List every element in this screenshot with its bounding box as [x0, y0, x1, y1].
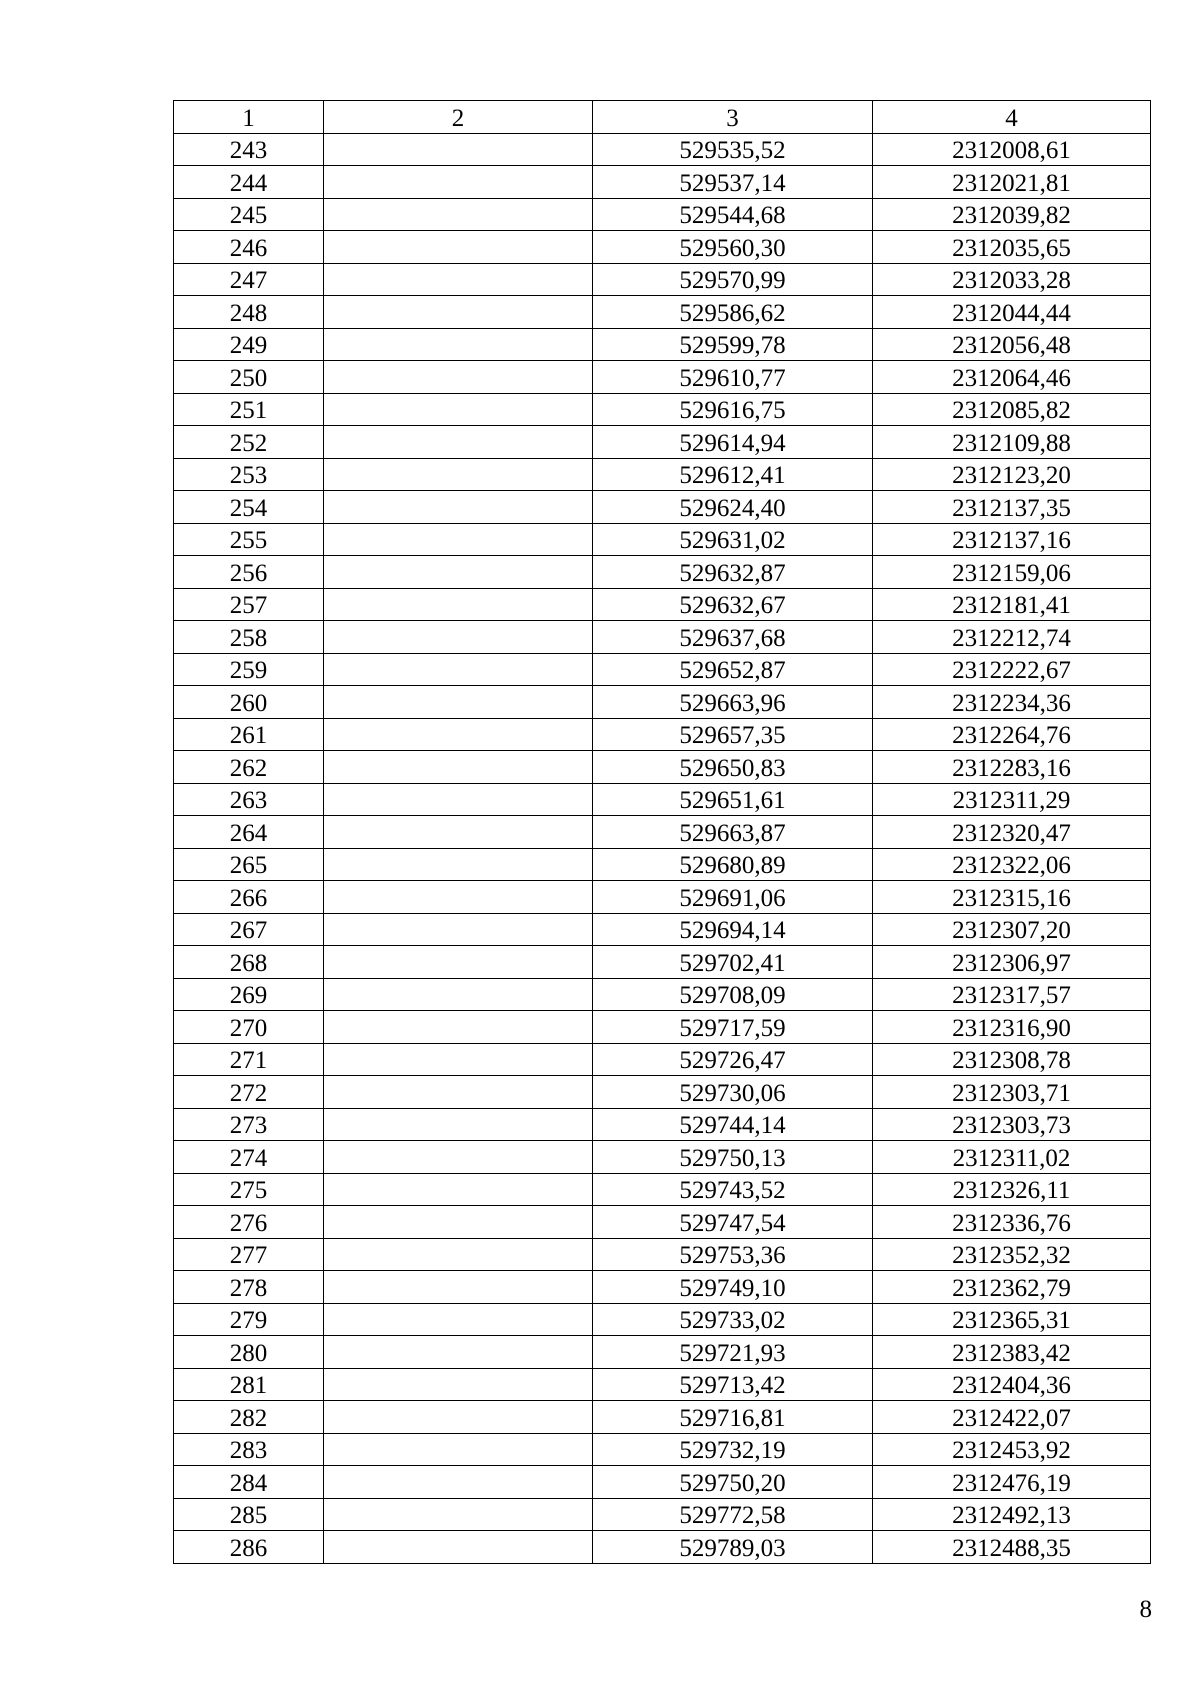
table-cell-col-3: 529744,14: [593, 1108, 873, 1141]
table-cell-col-3: 529560,30: [593, 231, 873, 264]
table-cell-col-4: 2312212,74: [873, 621, 1151, 654]
table-cell-col-4: 2312336,76: [873, 1206, 1151, 1239]
table-cell-col-4: 2312085,82: [873, 393, 1151, 426]
table-cell-col-1: 265: [174, 848, 324, 881]
table-row: [174, 1531, 1151, 1564]
table-cell-col-1: 250: [174, 361, 324, 394]
table-cell-col-1: 264: [174, 816, 324, 849]
table-cell-col-1: 249: [174, 328, 324, 361]
table-cell-col-3: 529652,87: [593, 653, 873, 686]
table-row: [174, 881, 1151, 914]
table-cell-col-1: 284: [174, 1466, 324, 1499]
table-row: [174, 1141, 1151, 1174]
table-row: [174, 913, 1151, 946]
table-cell-col-4: 2312476,19: [873, 1466, 1151, 1499]
column-header-1: 1: [174, 101, 324, 134]
table-cell-col-3: 529732,19: [593, 1433, 873, 1466]
table-cell-col-3: 529680,89: [593, 848, 873, 881]
table-row: [174, 783, 1151, 816]
table-cell-col-1: 248: [174, 296, 324, 329]
table-cell-col-2: [324, 881, 593, 914]
header-row: [174, 101, 1151, 134]
table-row: [174, 1303, 1151, 1336]
table-cell-col-4: 2312404,36: [873, 1368, 1151, 1401]
table-cell-col-2: [324, 588, 593, 621]
table-row: [174, 1498, 1151, 1531]
table-cell-col-2: [324, 621, 593, 654]
table-cell-col-1: 261: [174, 718, 324, 751]
table-cell-col-2: [324, 296, 593, 329]
table-row: [174, 1108, 1151, 1141]
table-cell-col-1: 272: [174, 1076, 324, 1109]
table-cell-col-3: 529708,09: [593, 978, 873, 1011]
table-cell-col-1: 276: [174, 1206, 324, 1239]
table-row: [174, 1401, 1151, 1434]
table-cell-col-2: [324, 751, 593, 784]
table-row: [174, 556, 1151, 589]
table-cell-col-1: 269: [174, 978, 324, 1011]
table-cell-col-3: 529650,83: [593, 751, 873, 784]
table-cell-col-4: 2312035,65: [873, 231, 1151, 264]
table-row: [174, 458, 1151, 491]
table-cell-col-4: 2312109,88: [873, 426, 1151, 459]
table-cell-col-1: 262: [174, 751, 324, 784]
table-cell-col-4: 2312306,97: [873, 946, 1151, 979]
table-row: [174, 1206, 1151, 1239]
table-cell-col-1: 282: [174, 1401, 324, 1434]
column-header-3: 3: [593, 101, 873, 134]
table-cell-col-1: 253: [174, 458, 324, 491]
column-header-2: 2: [324, 101, 593, 134]
table-cell-col-2: [324, 1368, 593, 1401]
table-cell-col-1: 243: [174, 133, 324, 166]
table-cell-col-4: 2312362,79: [873, 1271, 1151, 1304]
table-row: [174, 1336, 1151, 1369]
table-row: [174, 946, 1151, 979]
table-cell-col-4: 2312307,20: [873, 913, 1151, 946]
table-cell-col-3: 529631,02: [593, 523, 873, 556]
table-cell-col-4: 2312316,90: [873, 1011, 1151, 1044]
table-cell-col-1: 283: [174, 1433, 324, 1466]
table-cell-col-4: 2312383,42: [873, 1336, 1151, 1369]
table-cell-col-3: 529721,93: [593, 1336, 873, 1369]
table-cell-col-4: 2312320,47: [873, 816, 1151, 849]
table-cell-col-2: [324, 523, 593, 556]
table-row: [174, 1368, 1151, 1401]
table-cell-col-4: 2312159,06: [873, 556, 1151, 589]
table-cell-col-1: 280: [174, 1336, 324, 1369]
table-cell-col-2: [324, 978, 593, 1011]
table-row: [174, 393, 1151, 426]
table-cell-col-4: 2312021,81: [873, 166, 1151, 199]
table-cell-col-1: 247: [174, 263, 324, 296]
table-row: [174, 166, 1151, 199]
table-cell-col-4: 2312044,44: [873, 296, 1151, 329]
table-cell-col-4: 2312311,29: [873, 783, 1151, 816]
table-cell-col-2: [324, 328, 593, 361]
table-row: [174, 296, 1151, 329]
table-cell-col-4: 2312453,92: [873, 1433, 1151, 1466]
table-cell-col-1: 254: [174, 491, 324, 524]
table-row: [174, 1433, 1151, 1466]
table-cell-col-3: 529610,77: [593, 361, 873, 394]
table-row: [174, 1466, 1151, 1499]
table-cell-col-4: 2312222,67: [873, 653, 1151, 686]
table-cell-col-2: [324, 686, 593, 719]
table-cell-col-4: 2312315,16: [873, 881, 1151, 914]
table-cell-col-3: 529772,58: [593, 1498, 873, 1531]
table-cell-col-2: [324, 653, 593, 686]
table-cell-col-3: 529535,52: [593, 133, 873, 166]
table-cell-col-3: 529544,68: [593, 198, 873, 231]
table-cell-col-4: 2312123,20: [873, 458, 1151, 491]
table-cell-col-3: 529632,87: [593, 556, 873, 589]
table-header: [174, 101, 1151, 134]
table-cell-col-2: [324, 491, 593, 524]
table-cell-col-1: 268: [174, 946, 324, 979]
table-cell-col-2: [324, 1238, 593, 1271]
table-row: [174, 1271, 1151, 1304]
table-cell-col-4: 2312283,16: [873, 751, 1151, 784]
table-cell-col-1: 252: [174, 426, 324, 459]
table-cell-col-2: [324, 1433, 593, 1466]
table-cell-col-4: 2312056,48: [873, 328, 1151, 361]
table-cell-col-3: 529716,81: [593, 1401, 873, 1434]
table-cell-col-2: [324, 1206, 593, 1239]
table-cell-col-1: 259: [174, 653, 324, 686]
table-cell-col-1: 258: [174, 621, 324, 654]
table-cell-col-4: 2312064,46: [873, 361, 1151, 394]
table-cell-col-3: 529750,20: [593, 1466, 873, 1499]
table-cell-col-2: [324, 1531, 593, 1564]
table-cell-col-2: [324, 1466, 593, 1499]
table-cell-col-1: 286: [174, 1531, 324, 1564]
table-row: [174, 848, 1151, 881]
table-cell-col-2: [324, 1076, 593, 1109]
table-cell-col-3: 529743,52: [593, 1173, 873, 1206]
table-cell-col-2: [324, 816, 593, 849]
table-cell-col-1: 281: [174, 1368, 324, 1401]
table-row: [174, 231, 1151, 264]
table-cell-col-3: 529702,41: [593, 946, 873, 979]
table-row: [174, 263, 1151, 296]
table-cell-col-4: 2312308,78: [873, 1043, 1151, 1076]
table-cell-col-2: [324, 1043, 593, 1076]
table-cell-col-2: [324, 946, 593, 979]
table-cell-col-4: 2312033,28: [873, 263, 1151, 296]
table-cell-col-4: 2312234,36: [873, 686, 1151, 719]
table-cell-col-3: 529657,35: [593, 718, 873, 751]
table-cell-col-2: [324, 1011, 593, 1044]
table-cell-col-1: 257: [174, 588, 324, 621]
table-cell-col-1: 273: [174, 1108, 324, 1141]
table-body: [174, 133, 1151, 1563]
table-cell-col-2: [324, 166, 593, 199]
table-cell-col-2: [324, 1173, 593, 1206]
table-row: [174, 426, 1151, 459]
table-cell-col-4: 2312137,35: [873, 491, 1151, 524]
table-cell-col-3: 529691,06: [593, 881, 873, 914]
table-cell-col-3: 529730,06: [593, 1076, 873, 1109]
table-cell-col-3: 529624,40: [593, 491, 873, 524]
table-cell-col-2: [324, 1498, 593, 1531]
table-cell-col-3: 529612,41: [593, 458, 873, 491]
table-cell-col-2: [324, 361, 593, 394]
table-cell-col-2: [324, 458, 593, 491]
table-cell-col-1: 260: [174, 686, 324, 719]
table-row: [174, 328, 1151, 361]
table-cell-col-4: 2312422,07: [873, 1401, 1151, 1434]
table-cell-col-2: [324, 231, 593, 264]
table-cell-col-3: 529717,59: [593, 1011, 873, 1044]
table-cell-col-1: 251: [174, 393, 324, 426]
table-cell-col-2: [324, 1401, 593, 1434]
table-cell-col-2: [324, 263, 593, 296]
table-row: [174, 523, 1151, 556]
table-cell-col-2: [324, 198, 593, 231]
table-cell-col-3: 529753,36: [593, 1238, 873, 1271]
table-cell-col-1: 275: [174, 1173, 324, 1206]
page-number: 8: [1139, 1596, 1152, 1623]
table-row: [174, 1011, 1151, 1044]
table-cell-col-1: 266: [174, 881, 324, 914]
table-cell-col-3: 529637,68: [593, 621, 873, 654]
table-cell-col-2: [324, 1141, 593, 1174]
table-cell-col-4: 2312317,57: [873, 978, 1151, 1011]
table-cell-col-4: 2312322,06: [873, 848, 1151, 881]
table-cell-col-4: 2312311,02: [873, 1141, 1151, 1174]
table-cell-col-2: [324, 1271, 593, 1304]
table-cell-col-1: 255: [174, 523, 324, 556]
table-cell-col-3: 529726,47: [593, 1043, 873, 1076]
table-cell-col-3: 529599,78: [593, 328, 873, 361]
table-cell-col-1: 245: [174, 198, 324, 231]
table-cell-col-1: 279: [174, 1303, 324, 1336]
table-cell-col-3: 529749,10: [593, 1271, 873, 1304]
table-cell-col-4: 2312492,13: [873, 1498, 1151, 1531]
table-cell-col-4: 2312365,31: [873, 1303, 1151, 1336]
table-row: [174, 1238, 1151, 1271]
table-row: [174, 686, 1151, 719]
table-row: [174, 816, 1151, 849]
table-cell-col-2: [324, 1336, 593, 1369]
table-cell-col-3: 529750,13: [593, 1141, 873, 1174]
column-header-4: 4: [873, 101, 1151, 134]
table-cell-col-1: 285: [174, 1498, 324, 1531]
table-cell-col-3: 529586,62: [593, 296, 873, 329]
table-cell-col-4: 2312488,35: [873, 1531, 1151, 1564]
table-cell-col-3: 529713,42: [593, 1368, 873, 1401]
table-row: [174, 491, 1151, 524]
table-cell-col-1: 244: [174, 166, 324, 199]
table-cell-col-1: 271: [174, 1043, 324, 1076]
table-cell-col-3: 529694,14: [593, 913, 873, 946]
table-cell-col-2: [324, 556, 593, 589]
coordinates-table: [173, 100, 1151, 1564]
table-cell-col-1: 246: [174, 231, 324, 264]
table-row: [174, 1043, 1151, 1076]
table-cell-col-3: 529616,75: [593, 393, 873, 426]
table-row: [174, 653, 1151, 686]
table-row: [174, 621, 1151, 654]
table-row: [174, 198, 1151, 231]
table-row: [174, 1076, 1151, 1109]
table-cell-col-4: 2312039,82: [873, 198, 1151, 231]
table-cell-col-1: 263: [174, 783, 324, 816]
table-cell-col-4: 2312326,11: [873, 1173, 1151, 1206]
table-cell-col-4: 2312303,71: [873, 1076, 1151, 1109]
table-cell-col-2: [324, 133, 593, 166]
table-cell-col-1: 278: [174, 1271, 324, 1304]
table-row: [174, 588, 1151, 621]
table-row: [174, 133, 1151, 166]
table-cell-col-3: 529733,02: [593, 1303, 873, 1336]
table-cell-col-1: 267: [174, 913, 324, 946]
table-cell-col-2: [324, 848, 593, 881]
table-cell-col-3: 529614,94: [593, 426, 873, 459]
table-cell-col-4: 2312264,76: [873, 718, 1151, 751]
table-cell-col-2: [324, 393, 593, 426]
table-cell-col-3: 529632,67: [593, 588, 873, 621]
table-cell-col-4: 2312352,32: [873, 1238, 1151, 1271]
table-cell-col-4: 2312137,16: [873, 523, 1151, 556]
table-cell-col-3: 529663,96: [593, 686, 873, 719]
table-cell-col-4: 2312008,61: [873, 133, 1151, 166]
table-row: [174, 361, 1151, 394]
table-cell-col-3: 529789,03: [593, 1531, 873, 1564]
table-cell-col-1: 270: [174, 1011, 324, 1044]
table-cell-col-2: [324, 783, 593, 816]
table-row: [174, 1173, 1151, 1206]
table-cell-col-3: 529570,99: [593, 263, 873, 296]
table-cell-col-3: 529663,87: [593, 816, 873, 849]
table-cell-col-2: [324, 913, 593, 946]
table-cell-col-2: [324, 426, 593, 459]
table-cell-col-2: [324, 718, 593, 751]
table-row: [174, 978, 1151, 1011]
table-cell-col-4: 2312181,41: [873, 588, 1151, 621]
table-cell-col-1: 274: [174, 1141, 324, 1174]
table-row: [174, 751, 1151, 784]
table-cell-col-3: 529747,54: [593, 1206, 873, 1239]
table-cell-col-1: 277: [174, 1238, 324, 1271]
table-cell-col-4: 2312303,73: [873, 1108, 1151, 1141]
table-row: [174, 718, 1151, 751]
table-cell-col-3: 529651,61: [593, 783, 873, 816]
table-cell-col-2: [324, 1108, 593, 1141]
table-cell-col-3: 529537,14: [593, 166, 873, 199]
table-cell-col-1: 256: [174, 556, 324, 589]
table-cell-col-2: [324, 1303, 593, 1336]
